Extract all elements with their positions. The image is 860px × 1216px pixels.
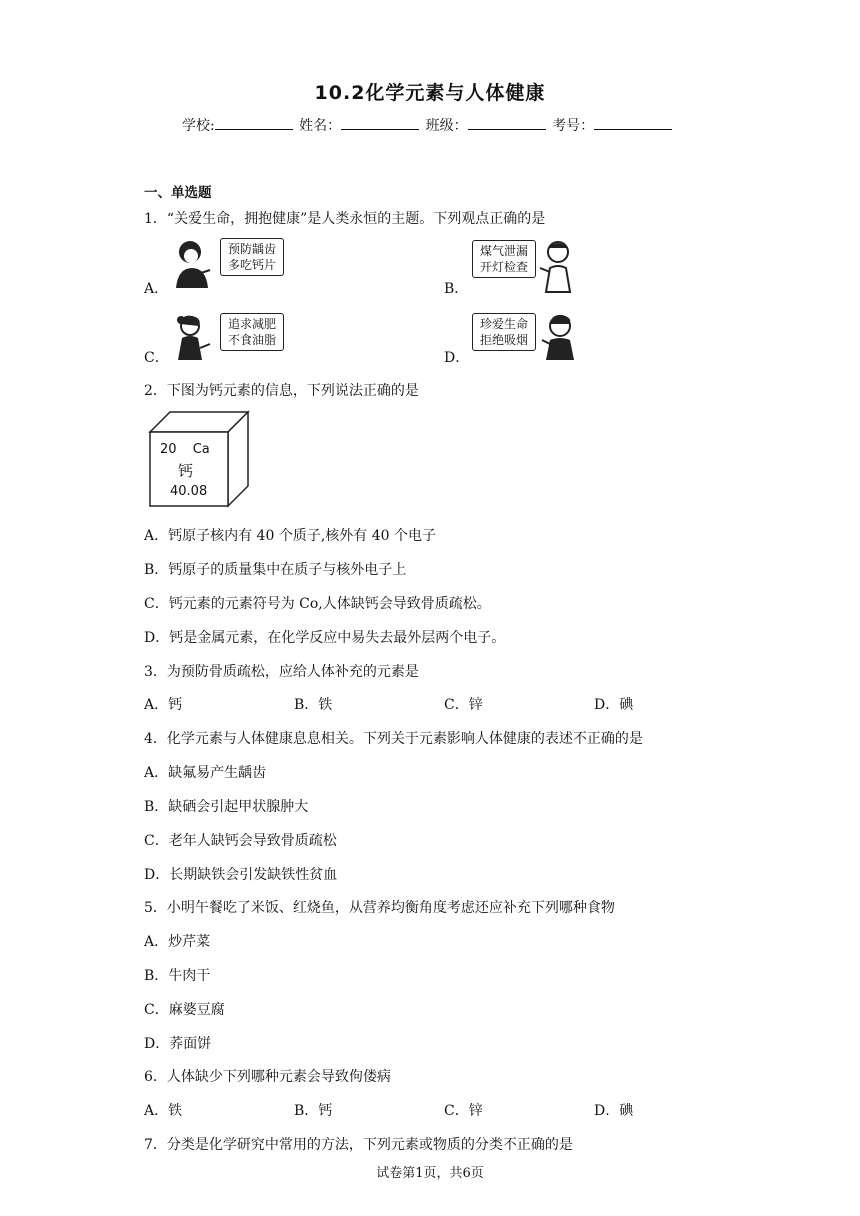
q1-option-b-bubble-line2: 开灯检查: [479, 260, 528, 274]
q1-option-c-label: C．: [144, 350, 169, 366]
q1-stem: 1．“关爱生命，拥抱健康”是人类永恒的主题。下列观点正确的是: [144, 211, 546, 227]
page-footer: 试卷第1页，共6页: [376, 1166, 484, 1181]
page-title: 10.2化学元素与人体健康: [314, 82, 546, 104]
q2-option-d: D．钙是金属元素，在化学反应中易失去最外层两个电子。: [144, 630, 506, 646]
q1-option-c-bubble: [220, 313, 284, 351]
student-info-line: [182, 115, 674, 135]
q3-option-a: A．钙: [144, 697, 183, 713]
q3-option-c: C．锌: [444, 697, 483, 713]
q5-option-b: B．牛肉干: [144, 968, 211, 984]
q1-option-c-bubble-line2: 不食油脂: [227, 333, 276, 347]
q1-option-b-label: B．: [444, 281, 469, 297]
q1-option-d-bubble-line2: 拒绝吸烟: [479, 333, 528, 347]
q4-option-c: C．老年人缺钙会导致骨质疏松: [144, 833, 337, 849]
q3-options: [144, 694, 744, 714]
q1-option-b-person-icon: [536, 238, 578, 294]
q1-option-a-person-icon: [172, 236, 222, 290]
q5-stem: 5．小明午餐吃了米饭、红烧鱼，从营养均衡角度考虑还应补充下列哪种食物: [144, 900, 615, 916]
name-label: 姓名：: [299, 118, 342, 134]
q6-option-a: A．铁: [144, 1103, 183, 1119]
q1-option-d-person-icon: [538, 312, 582, 362]
class-blank: [468, 115, 546, 130]
q6-option-c: C．锌: [444, 1103, 483, 1119]
name-blank: [341, 115, 419, 130]
q2-option-c: C．钙元素的元素符号为 Co,人体缺钙会导致骨质疏松。: [144, 596, 491, 612]
q1-option-a-bubble: [220, 238, 284, 276]
q1-option-c-person-icon: [172, 312, 222, 362]
q6-option-b: B．钙: [294, 1103, 333, 1119]
atomic-number: 20: [160, 442, 177, 457]
q1-option-a-bubble-line1: 预防龋齿: [227, 242, 276, 256]
q4-stem: 4．化学元素与人体健康息息相关。下列关于元素影响人体健康的表述不正确的是: [144, 731, 643, 747]
section-heading: 一、单选题: [144, 185, 212, 201]
q6-stem: 6．人体缺少下列哪种元素会导致佝偻病: [144, 1069, 391, 1085]
q3-option-d: D．碘: [594, 697, 634, 713]
q6-options: [144, 1100, 744, 1120]
q5-option-c: C．麻婆豆腐: [144, 1002, 225, 1018]
school-label: 学校:: [182, 118, 215, 134]
atomic-mass: 40.08: [170, 484, 208, 499]
q2-option-b: B．钙原子的质量集中在质子与核外电子上: [144, 562, 407, 578]
q1-option-a-label: A．: [144, 281, 169, 297]
q1-option-d-bubble: [472, 313, 536, 351]
q1-option-a-bubble-line2: 多吃钙片: [227, 258, 276, 272]
q6-option-d: D．碘: [594, 1103, 634, 1119]
calcium-element-card: [148, 410, 250, 512]
q7-stem: 7．分类是化学研究中常用的方法，下列元素或物质的分类不正确的是: [144, 1137, 573, 1153]
q1-option-d-bubble-line1: 珍爱生命: [479, 317, 528, 331]
q1-option-b-bubble: [472, 240, 536, 278]
q4-option-d: D．长期缺铁会引发缺铁性贫血: [144, 867, 338, 883]
q3-option-b: B．铁: [294, 697, 333, 713]
q4-option-a: A．缺氟易产生龋齿: [144, 765, 267, 781]
exam-no-blank: [594, 115, 672, 130]
q1-option-b-bubble-line1: 煤气泄漏: [479, 244, 528, 258]
class-label: 班级：: [425, 118, 468, 134]
q2-stem: 2．下图为钙元素的信息，下列说法正确的是: [144, 383, 419, 399]
q5-option-d: D．荞面饼: [144, 1036, 212, 1052]
q1-option-d-label: D．: [444, 350, 470, 366]
q4-option-b: B．缺硒会引起甲状腺肿大: [144, 799, 309, 815]
q3-stem: 3．为预防骨质疏松，应给人体补充的元素是: [144, 664, 419, 680]
school-blank: [215, 115, 293, 130]
element-name: 钙: [178, 462, 194, 480]
q2-option-a: A．钙原子核内有 40 个质子,核外有 40 个电子: [144, 528, 436, 544]
q5-option-a: A．炒芹菜: [144, 934, 211, 950]
q1-option-c-bubble-line1: 追求减肥: [227, 317, 276, 331]
exam-no-label: 考号：: [552, 118, 595, 134]
element-symbol: Ca: [192, 442, 210, 457]
